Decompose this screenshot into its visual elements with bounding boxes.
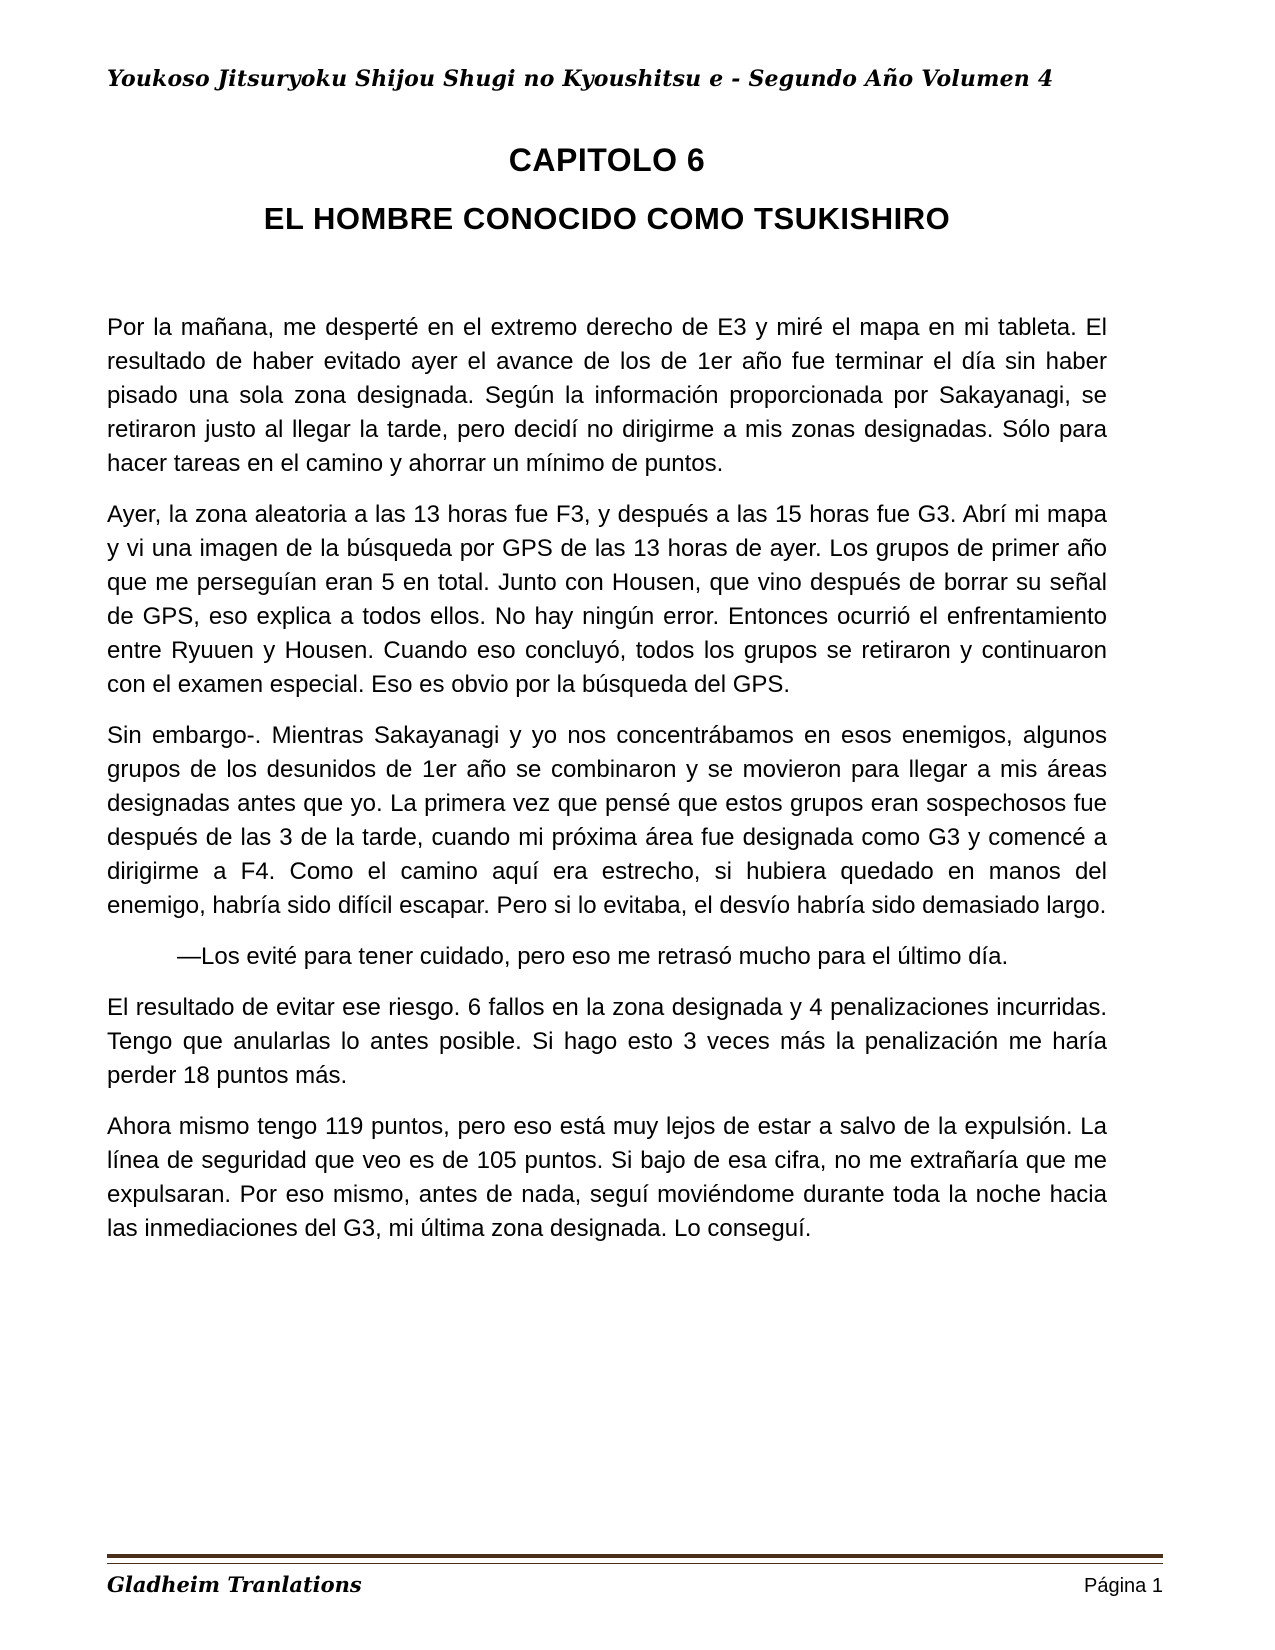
document-body	[107, 311, 1107, 1246]
paragraph: Sin embargo-. Mientras Sakayanagi y yo nos concentrábamos en esos enemigos, algunos grupos de los desunidos de 1er año se combinaron y se movieron para llegar a mis áreas designadas antes que yo. La primera vez que pensé que estos grupos eran sospechosos fue después de las 3 de la tarde, cuando mi próxima área fue designada como G3 y comencé a dirigirme a F4. Como el camino aquí era estrecho, si hubiera quedado en manos del enemigo, habría sido difícil escapar. Pero si lo evitaba, el desvío habría sido demasiado largo.	[107, 722, 1107, 919]
footer-page-indicator	[1084, 1575, 1163, 1598]
paragraph: El resultado de evitar ese riesgo. 6 fallos en la zona designada y 4 penalizaciones incurridas. Tengo que anularlas lo antes posible. Si hago esto 3 veces más la penalización me haría perder 18 puntos más.	[107, 994, 1107, 1089]
paragraph: Ayer, la zona aleatoria a las 13 horas fue F3, y después a las 15 horas fue G3. Abrí mi mapa y vi una imagen de la búsqueda por GPS de las 13 horas de ayer. Los grupos de primer año que me perseguían eran 5 en total. Junto con Housen, que vino después de borrar su señal de GPS, eso explica a todos ellos. No hay ningún error. Entonces ocurrió el enfrentamiento entre Ryuuen y Housen. Cuando eso concluyó, todos los grupos se retiraron y continuaron con el examen especial. Eso es obvio por la búsqueda del GPS.	[107, 501, 1107, 698]
footer-row	[107, 1572, 1163, 1598]
chapter-title: CAPITOLO 6	[508, 142, 706, 178]
chapter-subtitle: EL HOMBRE CONOCIDO COMO TSUKISHIRO	[263, 201, 951, 236]
footer-page-label: Página	[1084, 1575, 1147, 1597]
document-footer	[107, 1554, 1163, 1598]
chapter-heading-block	[107, 142, 1107, 237]
footer-page-number: 1	[1151, 1575, 1163, 1597]
document-header-title: Youkoso Jitsuryoku Shijou Shugi no Kyoushitsu e - Segundo Año Volumen 4	[107, 66, 1054, 92]
footer-divider-rule	[107, 1554, 1163, 1564]
paragraph-dialogue: —Los evité para tener cuidado, pero eso me retrasó mucho para el último día.	[177, 943, 1009, 970]
paragraph: Ahora mismo tengo 119 puntos, pero eso está muy lejos de estar a salvo de la expulsión. La línea de seguridad que veo es de 105 puntos. Si bajo de esa cifra, no me extrañaría que me expulsaran. Por eso mismo, antes de nada, seguí moviéndome durante toda la noche hacia las inmediaciones del G3, mi última zona designada. Lo conseguí.	[107, 1113, 1107, 1242]
footer-credit: Gladheim Tranlations	[107, 1572, 362, 1597]
paragraph: Por la mañana, me desperté en el extremo derecho de E3 y miré el mapa en mi tableta. El resultado de haber evitado ayer el avance de los de 1er año fue terminar el día sin haber pisado una sola zona designada. Según la información proporcionada por Sakayanagi, se retiraron justo al llegar la tarde, pero decidí no dirigirme a mis zonas designadas. Sólo para hacer tareas en el camino y ahorrar un mínimo de puntos.	[107, 314, 1107, 477]
